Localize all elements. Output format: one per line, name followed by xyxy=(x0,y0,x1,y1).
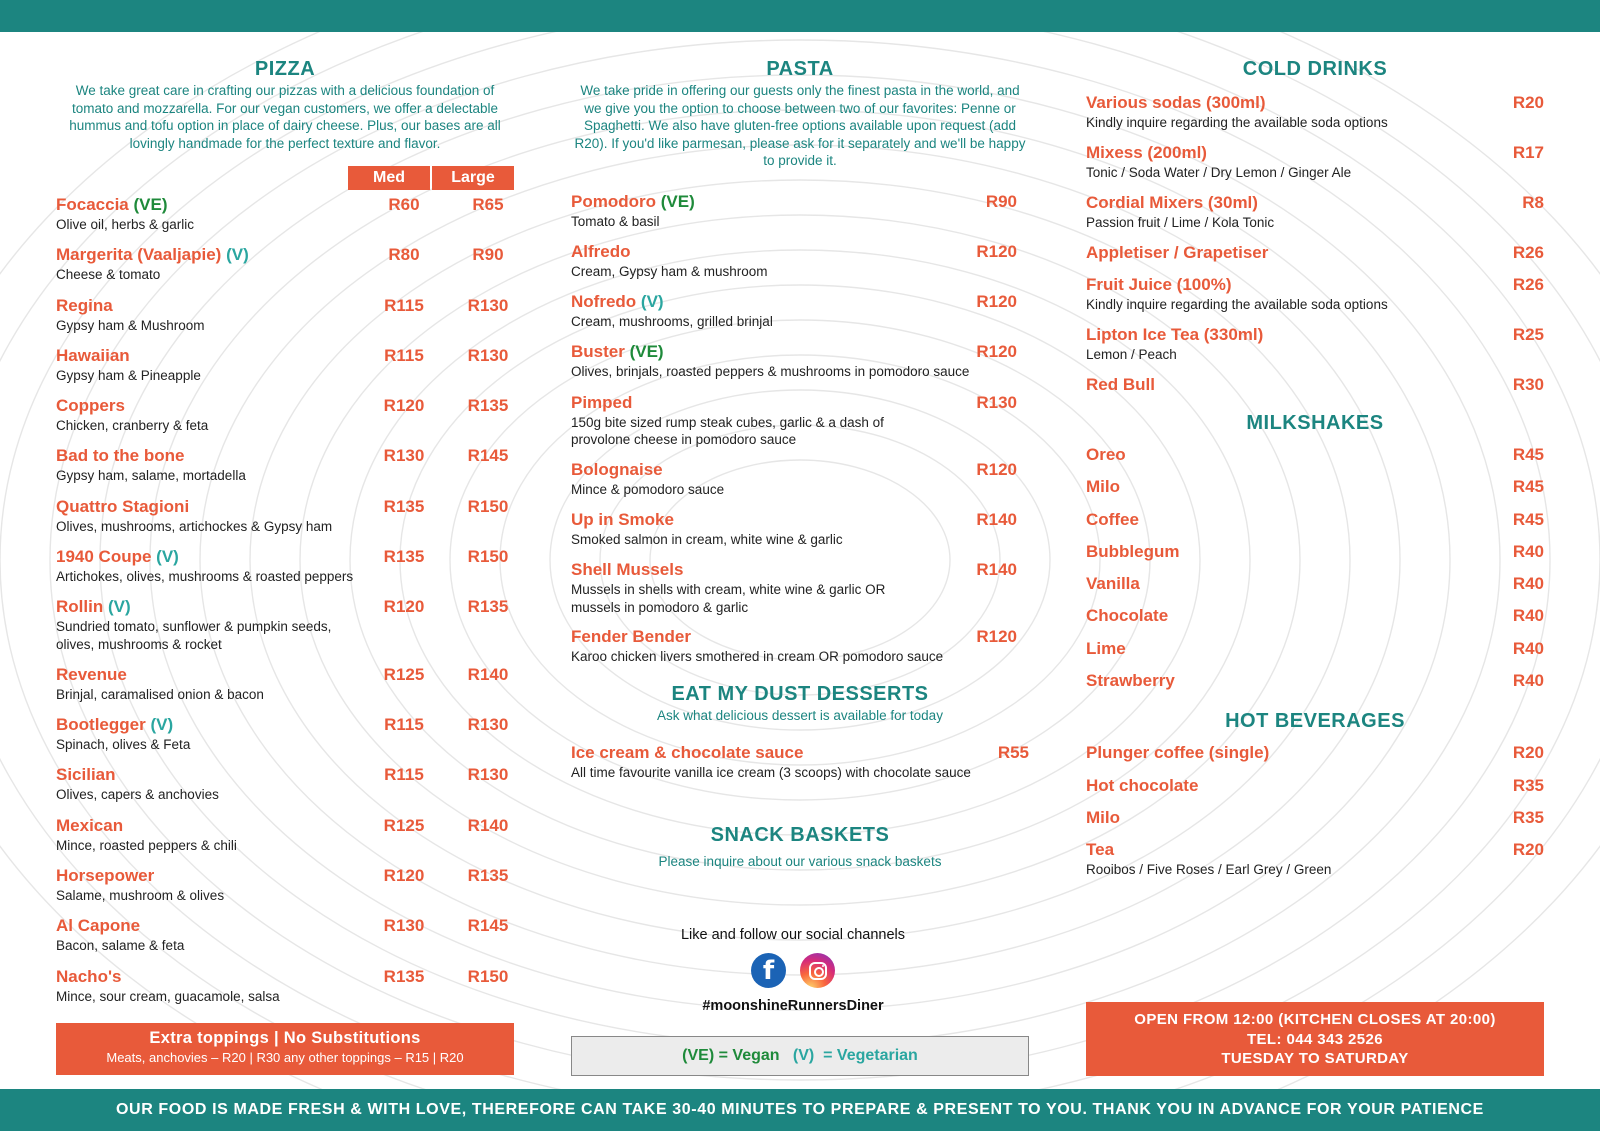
item-name xyxy=(56,596,514,618)
item-name xyxy=(1086,242,1544,264)
item-name-text: Fender Bender xyxy=(571,627,691,647)
price-large: R150 xyxy=(467,966,509,986)
price-medium: R115 xyxy=(384,345,424,365)
item-price: R130 xyxy=(976,392,1017,412)
item-name xyxy=(571,392,1029,414)
pasta-list xyxy=(571,191,1029,677)
item-name xyxy=(1086,476,1544,498)
price-large: R135 xyxy=(467,866,509,886)
item-name-text: Margerita (Vaaljapie) xyxy=(56,245,222,265)
hours-line-1: OPEN FROM 12:00 (KITCHEN CLOSES AT 20:00) xyxy=(1134,1011,1496,1028)
item-name-text: Mexican xyxy=(56,815,124,835)
dessert-item xyxy=(571,742,1029,782)
social-block xyxy=(571,925,1015,1014)
item-name-text: Coppers xyxy=(56,396,125,416)
item-name xyxy=(56,664,514,686)
pizza-item xyxy=(56,915,514,965)
item-name-text: Coffee xyxy=(1086,509,1139,529)
diet-legend xyxy=(571,1036,1029,1076)
item-name xyxy=(56,966,514,988)
extra-toppings-desc: Meats, anchovies – R20 | R30 any other toppings – R15 | R20 xyxy=(106,1050,464,1065)
social-like-text: Like and follow our social channels xyxy=(680,927,906,943)
item-price: R120 xyxy=(976,241,1017,261)
item-name-text: Hot chocolate xyxy=(1086,775,1199,795)
item-description: Artichokes, olives, mushrooms & roasted peppers xyxy=(56,569,354,585)
price-medium: R120 xyxy=(383,866,425,886)
price-medium: R135 xyxy=(383,966,425,986)
price-large: R130 xyxy=(467,715,509,735)
milkshake-item xyxy=(1086,444,1544,476)
item-name-text: Horsepower xyxy=(56,866,155,886)
hot-beverage-item xyxy=(1086,807,1544,839)
item-price: R140 xyxy=(976,560,1017,580)
price-large: R150 xyxy=(467,547,509,567)
milkshake-item xyxy=(1086,573,1544,605)
opening-hours-box xyxy=(1086,1002,1544,1076)
price-large: R140 xyxy=(467,815,509,835)
item-description: Tonic / Soda Water / Dry Lemon / Ginger Ale xyxy=(1086,165,1352,180)
item-price: R40 xyxy=(1512,574,1544,594)
price-large: R130 xyxy=(467,295,509,315)
item-name xyxy=(56,546,514,568)
legend-vegetarian-label: = Vegetarian xyxy=(823,1047,918,1064)
item-name-text: Milo xyxy=(1086,477,1120,497)
pasta-item xyxy=(571,291,1029,341)
pizza-item xyxy=(56,445,514,495)
pasta-item xyxy=(571,341,1029,391)
item-name-text: Hawaiian xyxy=(56,345,130,365)
price-large: R130 xyxy=(467,345,509,365)
item-name xyxy=(56,865,514,887)
price-large: R65 xyxy=(472,195,504,214)
pizza-list xyxy=(56,194,514,1016)
milkshake-item xyxy=(1086,541,1544,573)
item-description: Kindly inquire regarding the available soda options xyxy=(1086,115,1388,130)
price-medium: R60 xyxy=(388,195,420,214)
med-size-label: Med xyxy=(348,166,430,190)
item-name-text: Bubblegum xyxy=(1086,541,1180,561)
item-name-text: Up in Smoke xyxy=(571,509,674,529)
hot-beverage-item xyxy=(1086,839,1544,878)
item-price: R35 xyxy=(1512,775,1544,795)
item-name-text: Nofredo xyxy=(571,292,637,312)
item-name-text: Buster xyxy=(571,342,625,362)
item-name xyxy=(571,559,1029,581)
item-price: R35 xyxy=(1512,807,1544,827)
item-name xyxy=(1086,605,1544,627)
item-name xyxy=(1086,324,1544,346)
vegan-tag: (VE) xyxy=(629,342,664,362)
social-hashtag: #moonshineRunnersDiner xyxy=(702,998,884,1014)
item-name-text: Various sodas (300ml) xyxy=(1086,93,1266,112)
item-name-text: Oreo xyxy=(1086,445,1126,464)
item-description: Chicken, cranberry & feta xyxy=(56,418,209,434)
item-description: Rooibos / Five Roses / Earl Grey / Green xyxy=(1086,862,1332,878)
price-medium: R80 xyxy=(388,245,420,265)
item-name-text: Vanilla xyxy=(1086,574,1140,594)
item-name-text: Al Capone xyxy=(56,916,141,936)
facebook-icon[interactable]: f xyxy=(751,953,786,988)
milkshake-item xyxy=(1086,509,1544,541)
vegan-tag: (VE) xyxy=(133,195,168,214)
pizza-item xyxy=(56,764,514,814)
item-name xyxy=(56,395,514,417)
item-name-text: Strawberry xyxy=(1086,671,1175,691)
large-size-label: Large xyxy=(432,166,514,190)
item-description: Passion fruit / Lime / Kola Tonic xyxy=(1086,215,1275,230)
item-name xyxy=(1086,839,1544,861)
item-name xyxy=(56,764,514,786)
item-description: Cream, mushrooms, grilled brinjal xyxy=(571,314,773,330)
cold-drinks-title: COLD DRINKS xyxy=(1242,58,1388,80)
item-name-text: Plunger coffee (single) xyxy=(1086,743,1270,763)
pasta-title: PASTA xyxy=(766,58,834,80)
vegetarian-tag: (V) xyxy=(107,597,131,617)
item-name xyxy=(571,191,1029,213)
pizza-item xyxy=(56,295,514,345)
pasta-item xyxy=(571,509,1029,559)
item-price: R8 xyxy=(1522,193,1544,212)
cold-drink-item xyxy=(1086,92,1544,142)
item-name-text: 1940 Coupe xyxy=(56,547,152,567)
pizza-size-header xyxy=(56,166,514,190)
item-price: R40 xyxy=(1512,671,1544,691)
item-name-text: Bolognaise xyxy=(571,459,663,479)
item-price: R26 xyxy=(1512,275,1544,294)
item-price: R120 xyxy=(976,292,1017,312)
item-price: R20 xyxy=(1512,840,1544,860)
item-name-text: Milo xyxy=(1086,807,1120,827)
item-name-text: Ice cream & chocolate sauce xyxy=(571,743,804,763)
legend-vegan-tag: (VE) xyxy=(682,1047,715,1064)
price-medium: R125 xyxy=(383,815,425,835)
item-description: Mince & pomodoro sauce xyxy=(571,481,725,497)
price-large: R145 xyxy=(467,916,509,936)
item-price: R120 xyxy=(976,627,1017,647)
item-name-text: Sicilian xyxy=(56,765,116,785)
price-medium: R115 xyxy=(384,765,424,785)
item-price: R120 xyxy=(976,342,1017,362)
vegetarian-tag: (V) xyxy=(156,547,179,567)
item-name xyxy=(1086,444,1544,466)
item-name xyxy=(56,194,514,216)
item-name xyxy=(1086,509,1544,531)
snacks-subtitle: Please inquire about our various snack baskets xyxy=(658,853,942,869)
item-name xyxy=(1086,775,1544,797)
item-description: Mussels in shells with cream, white wine & garlic OR mussels in pomodoro & garlic xyxy=(571,582,886,615)
item-description: Sundried tomato, sunflower & pumpkin seeds, olives, mushrooms & rocket xyxy=(56,619,332,652)
snacks-title: SNACK BASKETS xyxy=(710,823,890,846)
milkshake-item xyxy=(1086,670,1544,702)
item-name xyxy=(56,496,514,518)
item-name-text: Tea xyxy=(1086,840,1115,860)
pasta-item xyxy=(571,626,1029,676)
price-medium: R120 xyxy=(383,597,425,617)
item-name-text: Mixess (200ml) xyxy=(1086,143,1207,162)
price-medium: R125 xyxy=(383,664,425,684)
price-large: R90 xyxy=(472,245,504,265)
price-medium: R115 xyxy=(384,715,424,735)
item-description: Brinjal, caramalised onion & bacon xyxy=(56,686,264,702)
item-description: Olives, capers & anchovies xyxy=(56,787,219,803)
phone-line: TEL: 044 343 2526 xyxy=(1246,1030,1384,1048)
item-name xyxy=(56,345,514,367)
item-description: Bacon, salame & feta xyxy=(56,938,185,954)
item-description: Mince, sour cream, guacamole, salsa xyxy=(56,988,280,1004)
item-name-text: Fruit Juice (100%) xyxy=(1086,275,1232,294)
item-description: Kindly inquire regarding the available soda options xyxy=(1086,297,1388,312)
item-price: R30 xyxy=(1512,375,1544,394)
pizza-title: PIZZA xyxy=(254,58,316,80)
item-name-text: Regina xyxy=(56,295,113,315)
instagram-camera-glyph xyxy=(809,962,827,980)
item-name xyxy=(56,714,514,736)
pasta-intro: We take pride in offering our guests only the finest pasta in the world, and we give you the option to choose between two of our favorites: Penne or Spaghetti. We also have gluten-free options available upon request (add R20). If you'd like parmesan, please ask for it separately and we'll be happy to provide it. xyxy=(574,83,1026,168)
item-name xyxy=(1086,142,1544,164)
item-name xyxy=(56,295,514,317)
item-price: R120 xyxy=(976,459,1017,479)
item-name-text: Bad to the bone xyxy=(56,446,185,466)
vegan-tag: (VE) xyxy=(660,191,695,211)
milkshake-item xyxy=(1086,476,1544,508)
item-name-text: Alfredo xyxy=(571,241,631,261)
hot-beverages-list xyxy=(1086,742,1544,878)
desserts-section xyxy=(571,681,1029,782)
pizza-item xyxy=(56,546,514,596)
item-description: Tomato & basil xyxy=(571,213,660,229)
item-price: R40 xyxy=(1512,541,1544,561)
item-name xyxy=(56,815,514,837)
item-name xyxy=(571,459,1029,481)
cold-drink-item xyxy=(1086,142,1544,192)
item-description: All time favourite vanilla ice cream (3 scoops) with chocolate sauce xyxy=(571,765,971,781)
item-name-text: Focaccia xyxy=(56,195,129,214)
milkshake-item xyxy=(1086,638,1544,670)
pasta-item xyxy=(571,191,1029,241)
instagram-icon[interactable] xyxy=(800,953,835,988)
legend-vegan-label: = Vegan xyxy=(718,1047,780,1064)
hot-beverages-title: HOT BEVERAGES xyxy=(1225,710,1405,733)
item-description: Lemon / Peach xyxy=(1086,347,1177,362)
pasta-item xyxy=(571,559,1029,626)
extra-toppings-box xyxy=(56,1023,514,1075)
desserts-subtitle: Ask what delicious dessert is available for today xyxy=(657,707,943,723)
milkshakes-list xyxy=(1086,444,1544,702)
item-name xyxy=(1086,807,1544,829)
cold-drink-item xyxy=(1086,192,1544,242)
item-description: Karoo chicken livers smothered in cream OR pomodoro sauce xyxy=(571,649,944,665)
item-price: R20 xyxy=(1512,743,1544,763)
item-name-text: Pimped xyxy=(571,392,633,412)
item-name-text: Nacho's xyxy=(56,966,122,986)
pasta-item xyxy=(571,459,1029,509)
pizza-item xyxy=(56,395,514,445)
item-price: R45 xyxy=(1512,509,1544,529)
item-name xyxy=(571,241,1029,263)
item-description: Cream, Gypsy ham & mushroom xyxy=(571,263,768,279)
item-price: R25 xyxy=(1512,325,1544,344)
item-description: Gypsy ham & Mushroom xyxy=(56,317,205,333)
item-name xyxy=(571,341,1029,363)
pasta-item xyxy=(571,241,1029,291)
item-name xyxy=(1086,541,1544,563)
pasta-item xyxy=(571,392,1029,459)
item-price: R90 xyxy=(985,191,1017,211)
item-price: R40 xyxy=(1512,606,1544,626)
item-name xyxy=(571,509,1029,531)
item-name-text: Appletiser / Grapetiser xyxy=(1086,243,1269,262)
item-name xyxy=(1086,92,1544,114)
item-description: Gypsy ham, salame, mortadella xyxy=(56,468,246,484)
item-price: R26 xyxy=(1512,243,1544,262)
item-price: R55 xyxy=(997,743,1029,763)
price-large: R135 xyxy=(467,396,509,416)
extra-toppings-title: Extra toppings | No Substitutions xyxy=(149,1029,421,1047)
item-name-text: Cordial Mixers (30ml) xyxy=(1086,193,1258,212)
price-large: R140 xyxy=(467,664,509,684)
item-description: Cheese & tomato xyxy=(56,267,161,283)
price-medium: R135 xyxy=(383,547,425,567)
social-icons xyxy=(571,953,1015,988)
pizza-item xyxy=(56,714,514,764)
item-name-text: Red Bull xyxy=(1086,375,1155,394)
item-name-text: Lipton Ice Tea (330ml) xyxy=(1086,325,1264,344)
price-medium: R115 xyxy=(384,295,424,315)
cold-drink-item xyxy=(1086,324,1544,374)
price-medium: R135 xyxy=(383,496,425,516)
vegetarian-tag: (V) xyxy=(640,292,664,312)
item-name xyxy=(1086,274,1544,296)
item-name xyxy=(1086,374,1544,396)
cold-drinks-list xyxy=(1086,92,1544,406)
item-name xyxy=(1086,670,1544,692)
desserts-title: EAT MY DUST DESSERTS xyxy=(671,682,929,705)
cold-drink-item xyxy=(1086,242,1544,274)
vegetarian-tag: (V) xyxy=(226,245,249,265)
item-name-text: Pomodoro xyxy=(571,191,656,211)
footer-banner: OUR FOOD IS MADE FRESH & WITH LOVE, THEREFORE CAN TAKE 30-40 MINUTES TO PREPARE & PRESENT TO YOU. THANK YOU IN ADVANCE FOR YOUR PATIENCE xyxy=(0,1089,1600,1131)
item-price: R40 xyxy=(1512,638,1544,658)
hot-beverage-item xyxy=(1086,775,1544,807)
item-price: R45 xyxy=(1512,445,1544,464)
item-price: R20 xyxy=(1512,93,1544,112)
item-name xyxy=(56,445,514,467)
item-name xyxy=(1086,742,1544,764)
item-name-text: Rollin xyxy=(56,597,104,617)
price-medium: R130 xyxy=(383,916,425,936)
item-description: Spinach, olives & Feta xyxy=(56,737,191,753)
price-medium: R120 xyxy=(383,396,425,416)
item-name-text: Bootlegger xyxy=(56,715,146,735)
pizza-item xyxy=(56,815,514,865)
item-name xyxy=(56,915,514,937)
milkshakes-title: MILKSHAKES xyxy=(1246,412,1384,434)
days-line: TUESDAY TO SATURDAY xyxy=(1221,1050,1409,1067)
pizza-item xyxy=(56,865,514,915)
price-large: R145 xyxy=(467,446,509,466)
cold-drink-item xyxy=(1086,374,1544,406)
item-name-text: Chocolate xyxy=(1086,606,1169,626)
item-description: Smoked salmon in cream, white wine & garlic xyxy=(571,531,843,547)
hot-beverage-item xyxy=(1086,742,1544,774)
item-name-text: Lime xyxy=(1086,638,1126,658)
item-name xyxy=(1086,192,1544,214)
price-large: R150 xyxy=(467,496,509,516)
pizza-item xyxy=(56,194,514,244)
pasta-section xyxy=(571,56,1029,870)
pizza-item xyxy=(56,596,514,664)
dessert-list xyxy=(571,742,1029,782)
pizza-item xyxy=(56,496,514,546)
item-name xyxy=(1086,573,1544,595)
pizza-item xyxy=(56,966,514,1016)
legend-vegetarian-tag: (V) xyxy=(792,1047,815,1064)
price-medium: R130 xyxy=(383,446,425,466)
item-description: Olives, mushrooms, artichockes & Gypsy ham xyxy=(56,518,333,534)
item-name xyxy=(56,244,514,266)
pizza-item xyxy=(56,244,514,294)
item-description: Gypsy ham & Pineapple xyxy=(56,367,201,383)
item-price: R45 xyxy=(1512,477,1544,497)
drinks-section xyxy=(1086,56,1544,878)
vegetarian-tag: (V) xyxy=(150,715,174,735)
cold-drink-item xyxy=(1086,274,1544,324)
item-description: Olive oil, herbs & garlic xyxy=(56,217,195,232)
item-description: 150g bite sized rump steak cubes, garlic & a dash of provolone cheese in pomodoro sauce xyxy=(571,414,884,448)
pizza-item xyxy=(56,345,514,395)
pizza-intro: We take great care in crafting our pizzas with a delicious foundation of tomato and mozzarella. For our vegan customers, we offer a delectable hummus and tofu option in place of dairy cheese. Plus, our bases are all lovingly handmade for the perfect texture and flavor. xyxy=(69,83,501,151)
item-name-text: Shell Mussels xyxy=(571,560,684,580)
price-large: R135 xyxy=(467,597,509,617)
item-name xyxy=(571,291,1029,313)
item-name-text: Quattro Stagioni xyxy=(56,496,190,516)
pizza-item xyxy=(56,664,514,714)
item-description: Salame, mushroom & olives xyxy=(56,888,225,904)
item-name xyxy=(1086,638,1544,660)
item-name-text: Revenue xyxy=(56,664,127,684)
price-large: R130 xyxy=(467,765,509,785)
item-name xyxy=(571,742,1029,764)
pizza-section xyxy=(56,56,514,1016)
item-description: Olives, brinjals, roasted peppers & mushrooms in pomodoro sauce xyxy=(571,364,970,380)
snacks-section xyxy=(571,822,1029,871)
item-price: R17 xyxy=(1512,143,1544,162)
item-description: Mince, roasted peppers & chili xyxy=(56,837,237,853)
item-price: R140 xyxy=(976,509,1017,529)
top-banner xyxy=(0,0,1600,32)
milkshake-item xyxy=(1086,605,1544,637)
item-name xyxy=(571,626,1029,648)
